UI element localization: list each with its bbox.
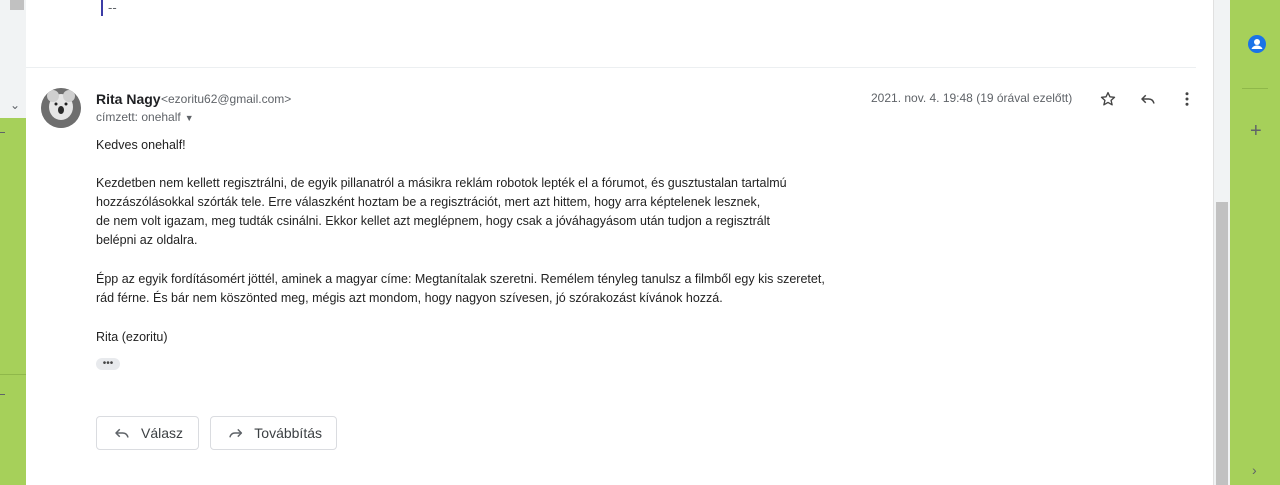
- draft-signature-separator: --: [108, 0, 117, 15]
- main-scrollbar-thumb[interactable]: [1216, 202, 1228, 485]
- email-thread-view: [26, 0, 1213, 485]
- message-date: 2021. nov. 4. 19:48 (19 órával ezelőtt): [871, 91, 1073, 105]
- sender-avatar[interactable]: [41, 88, 81, 128]
- side-panel-divider: [1242, 88, 1268, 89]
- show-trimmed-content-button[interactable]: •••: [96, 358, 120, 370]
- reply-button-label: Válasz: [141, 425, 184, 441]
- side-panel-rail: [1230, 0, 1280, 485]
- recipient-label: címzett: onehalf: [96, 110, 181, 124]
- plus-icon[interactable]: +: [1250, 120, 1262, 142]
- message-divider: [26, 67, 1196, 68]
- forward-button[interactable]: [210, 416, 337, 450]
- left-panel-edge: [0, 0, 26, 485]
- text-cursor: [101, 0, 103, 16]
- forward-icon: [227, 424, 244, 442]
- contacts-icon[interactable]: [1248, 35, 1266, 53]
- body-line: de nem volt igazam, meg tudták csinálni. Ekkor kellet azt meglépnem, hogy csak a jóváhagyásom után tudjon a regisztrált: [96, 214, 770, 228]
- body-line: Kezdetben nem kellett regisztrálni, de egyik pillanatról a másikra reklám robotok lepték el a fórumot, és gusztustalan tartalmú: [96, 176, 787, 190]
- sender-email: <ezoritu62@gmail.com>: [161, 92, 292, 106]
- body-signature: Rita (ezoritu): [96, 330, 168, 344]
- recipient-details-toggle[interactable]: [96, 110, 194, 124]
- sender-name[interactable]: Rita Nagy: [96, 91, 161, 107]
- caret-down-icon[interactable]: ▼: [184, 113, 194, 123]
- chevron-right-icon[interactable]: ›: [1252, 462, 1257, 478]
- reply-icon[interactable]: [1137, 88, 1159, 110]
- left-scrollbar-thumb[interactable]: [10, 0, 24, 10]
- chevron-down-icon[interactable]: ⌄: [10, 98, 21, 112]
- left-edge-mark: [0, 132, 5, 133]
- main-scrollbar[interactable]: [1213, 0, 1230, 485]
- body-line: Épp az egyik fordításomért jöttél, aminek a magyar címe: Megtanítalak szeretni. Remélem tényleg tanulsz a filmből egy kis szeretet,: [96, 272, 825, 286]
- forward-button-label: Továbbítás: [254, 425, 322, 441]
- body-line: rád férne. És bár nem köszönted meg, mégis azt mondom, hogy nagyon szívesen, jó szórakozást kívánok hozzá.: [96, 291, 723, 305]
- more-vert-icon[interactable]: [1176, 88, 1198, 110]
- star-icon[interactable]: [1097, 88, 1119, 110]
- left-edge-divider: [0, 374, 26, 375]
- body-greeting: Kedves onehalf!: [96, 138, 186, 152]
- body-line: hozzászólásokkal szórták tele. Erre válaszként hoztam be a regisztrációt, mert azt hittem, hogy arra képtelenek lesznek,: [96, 195, 761, 209]
- reply-icon: [113, 424, 131, 442]
- body-line: belépni az oldalra.: [96, 233, 198, 247]
- left-edge-mark: [0, 394, 5, 395]
- left-scrollbar[interactable]: [0, 0, 27, 118]
- reply-button[interactable]: [96, 416, 199, 450]
